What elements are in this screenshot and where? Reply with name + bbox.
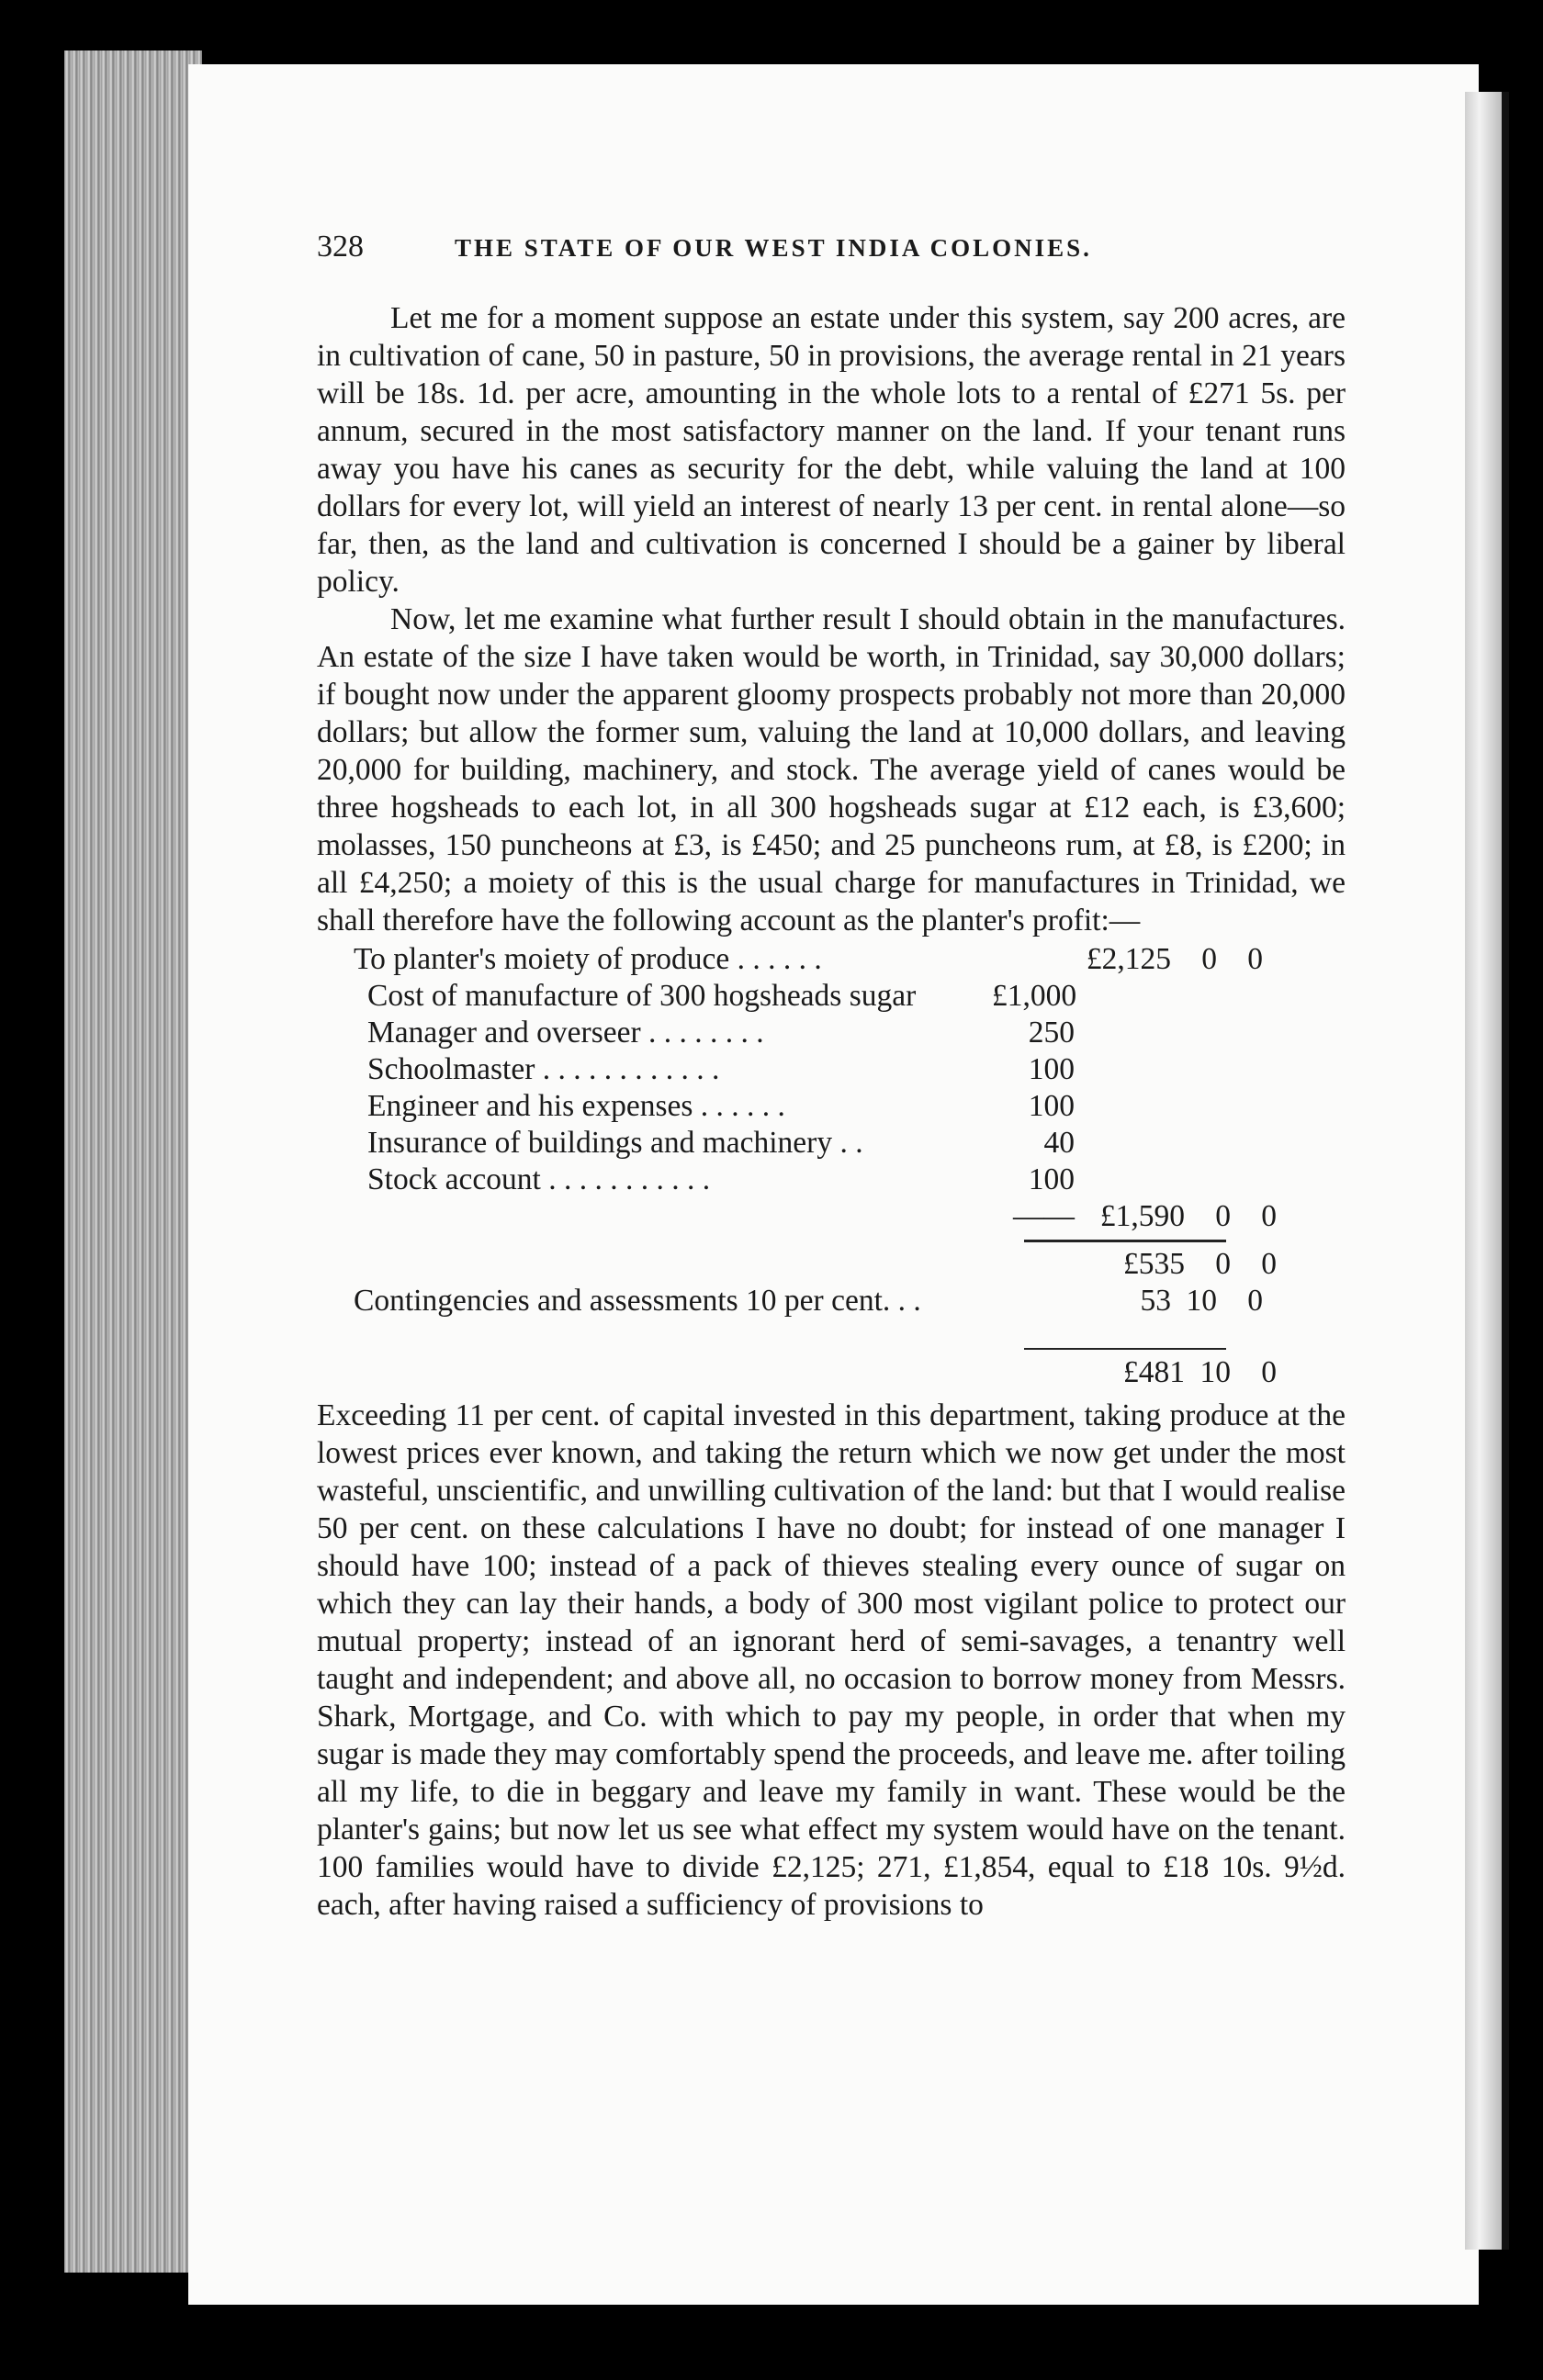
account-label: Cost of manufacture of 300 hogsheads sugar: [367, 979, 917, 1013]
account-pence: 0: [1261, 1247, 1277, 1281]
account-rule: [317, 1343, 1346, 1354]
account-row-item: [317, 1162, 1346, 1198]
account-item-value: 250: [1028, 1016, 1075, 1050]
double-rule: [1024, 1240, 1226, 1246]
account-rule: [317, 1235, 1346, 1246]
account-pounds: £2,125: [1086, 942, 1171, 976]
account-label: Stock account . . . . . . . . . . .: [367, 1162, 711, 1196]
account-row-net: [317, 1354, 1346, 1391]
account-label: Schoolmaster . . . . . . . . . . . .: [367, 1052, 720, 1086]
account-pence: 0: [1261, 1199, 1277, 1233]
account-item-value: £1,000: [992, 979, 1077, 1013]
account-item-value: 100: [1028, 1162, 1075, 1196]
account-shillings: 0: [1201, 942, 1217, 976]
account-pounds: 53: [1140, 1284, 1171, 1318]
planter-account: [317, 941, 1346, 1391]
account-label: To planter's moiety of produce . . . . . .: [354, 942, 822, 976]
account-row-item: [317, 1125, 1346, 1162]
account-pounds: £1,590: [1099, 1199, 1185, 1233]
account-pounds: £535: [1123, 1247, 1185, 1281]
page-header: [317, 230, 1346, 264]
book-page-edges: [64, 51, 202, 2273]
page-gutter: [1465, 92, 1502, 2250]
paragraph-estate-rental: Let me for a moment suppose an estate under this system, say 200 acres, are in cultivation of cane, 50 in pasture, 50 in provisions, the average rental in 21 years will be 18s. 1d. per acre, amounting in the whole lots to a rental of £271 5s. per annum, secured in the most satisfactory manner on the land. If your tenant runs away you have his canes as security for the debt, while valuing the land at 100 dollars for every lot, will yield an interest of nearly 13 per cent. in rental alone—so far, then, as the land and cultivation is concerned I should be a gainer by liberal policy.: [317, 301, 1346, 599]
page-text: [317, 230, 1346, 1924]
paragraph-manufactures: Now, let me examine what further result I should obtain in the manufactures. An estate of the size I have taken would be worth, in Trinidad, say 30,000 dollars; if bought now under the apparent gloomy prospects probably not more than 20,000 dollars; but allow the former sum, valuing the land at 10,000 dollars, and leaving 20,000 for building, machinery, and stock. The average yield of canes would be three hogsheads to each lot, in all 300 hogsheads sugar at £12 each, is £3,600; molasses, 150 puncheons at £3, is £450; and 25 puncheons rum, at £8, is £200; in all £4,250; a moiety of this is the usual charge for manufactures in Trinidad, we shall therefore have the following account as the planter's profit:—: [317, 602, 1346, 937]
account-pence: 0: [1247, 942, 1263, 976]
account-row-item: [317, 1088, 1346, 1125]
page-number: 328: [317, 230, 364, 264]
account-shillings: 10: [1199, 1355, 1231, 1389]
account-label: Engineer and his expenses . . . . . .: [367, 1089, 785, 1123]
account-label: Contingencies and assessments 10 per cent. . .: [354, 1284, 921, 1318]
account-shillings: 0: [1215, 1247, 1231, 1281]
account-shillings: 0: [1215, 1199, 1231, 1233]
account-row-item: [317, 1051, 1346, 1088]
running-title: THE STATE OF OUR WEST INDIA COLONIES.: [455, 234, 1092, 262]
account-label: Insurance of buildings and machinery . .: [367, 1126, 863, 1160]
account-item-value: 100: [1028, 1089, 1075, 1123]
account-row-item: [317, 1015, 1346, 1051]
account-pence: 0: [1247, 1284, 1263, 1318]
account-shillings: 10: [1186, 1284, 1217, 1318]
account-item-value: 40: [1043, 1126, 1075, 1160]
account-row-contingencies: [317, 1283, 1346, 1319]
account-pence: 0: [1261, 1355, 1277, 1389]
account-row-total: [317, 1198, 1346, 1235]
account-row-item: [317, 978, 1346, 1015]
account-dash: ——: [1013, 1199, 1075, 1233]
paragraph-planter-gains: Exceeding 11 per cent. of capital invested in this department, taking produce at the lowest prices ever known, and taking the return which we now get under the most wasteful, unscientific, and unwilling cultivation of the land: but that I would realise 50 per cent. on these calculations I have no doubt; for instead of one manager I should have 100; instead of a pack of thieves stealing every ounce of sugar on which they can lay their hands, a body of 300 most vigilant police to protect our mutual property; instead of an ignorant herd of semi-savages, a tenantry well taught and independent; and above all, no occasion to borrow money from Messrs. Shark, Mortgage, and Co. with which to pay my people, in order that when my sugar is made they may comfortably spend the proceeds, and leave me. after toiling all my life, to die in beggary and leave my family in want. These would be the planter's gains; but now let us see what effect my system would have on the tenant. 100 families would have to divide £2,125; 271, £1,854, equal to £18 10s. 9½d. each, after having raised a sufficiency of provisions to: [317, 1398, 1346, 1922]
account-row-balance: [317, 1246, 1346, 1283]
account-label: Manager and overseer . . . . . . . .: [367, 1016, 764, 1050]
account-pounds: £481: [1123, 1355, 1185, 1389]
account-item-value: 100: [1028, 1052, 1075, 1086]
account-row-produce: [317, 941, 1346, 978]
single-rule: [1024, 1348, 1226, 1354]
scan-border: [1502, 92, 1509, 2250]
